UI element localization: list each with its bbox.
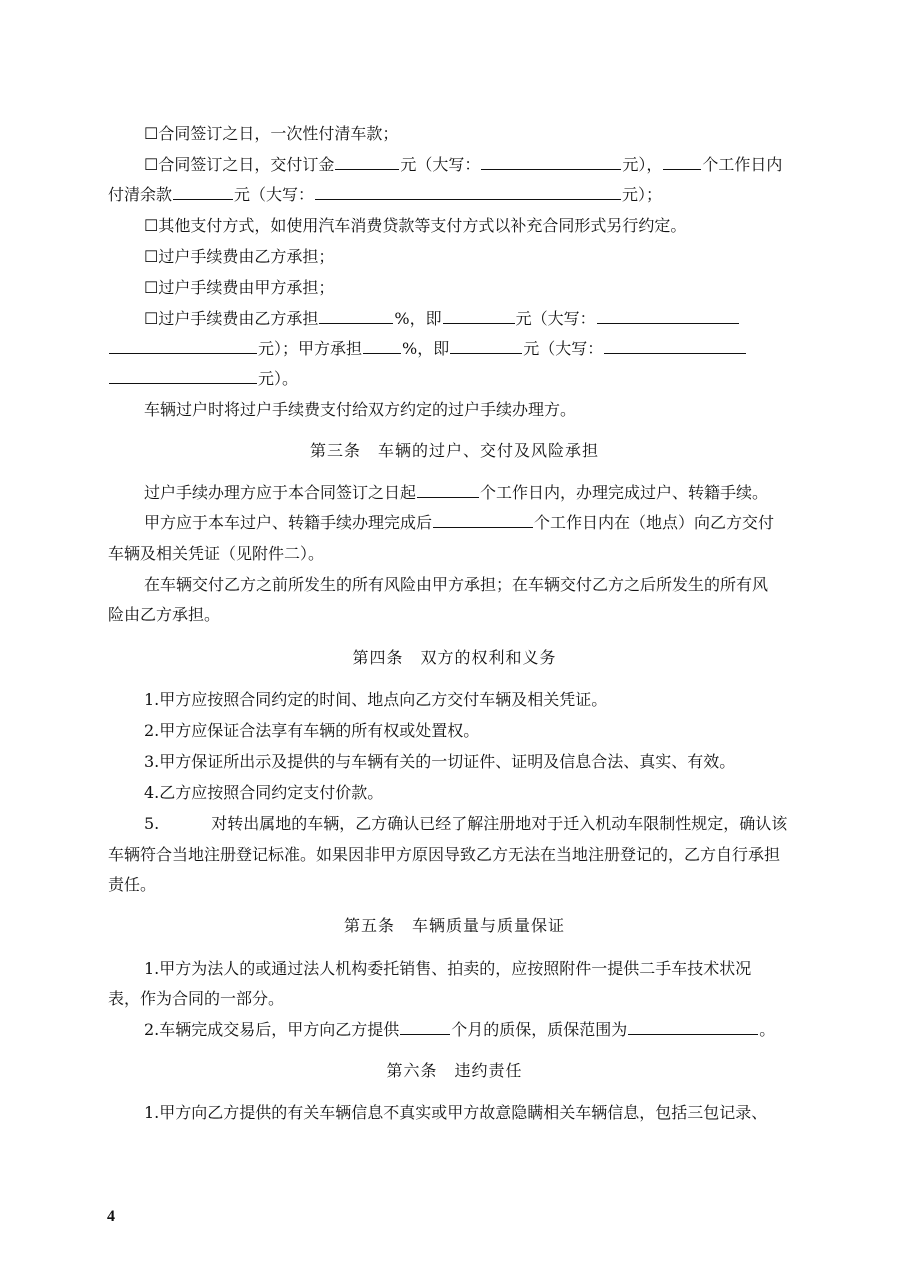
payment-option-1-text: ☐合同签订之日，一次性付清车款； [144,124,399,143]
fee-option-2-text: ☐过户手续费由甲方承担； [144,278,335,297]
article-5-item-1-cont: 表，作为合同的一部分。 [108,989,285,1008]
workdays-blank[interactable] [663,154,701,170]
article-5-title: 第五条 车辆质量与质量保证 [343,916,565,935]
deposit-close: 元）， [622,155,663,174]
delivery-docs-text: 车辆及相关凭证（见附件二）。 [108,544,325,563]
buyer-fee-capital-blank[interactable] [597,308,739,324]
balance-label: 付清余款 [108,185,173,204]
fee-option-1-text: ☐过户手续费由乙方承担； [144,247,335,266]
article-6-title: 第六条 违约责任 [386,1061,523,1080]
item-5-number: 5. [144,814,160,833]
warranty-scope-blank[interactable] [628,1019,758,1035]
fee-option-3-end [0,368,909,390]
fee-option-1 [0,246,909,268]
article-3-p2 [0,512,909,534]
risk-text-1: 在车辆交付乙方之前所发生的所有风险由甲方承担；在车辆交付乙方之后所发生的所有风 [144,575,769,594]
buyer-fee-amount-blank[interactable] [443,308,515,324]
fee-option-2 [0,277,909,299]
article-3-title: 第三条 车辆的过户、交付及风险承担 [309,441,599,460]
article-4-item-4: 4.乙方应按照合同约定支付价款。 [144,783,384,802]
article-3-p2-cont [0,543,909,565]
workdays-label: 个工作日内 [702,155,783,174]
article-3-p1 [0,482,909,504]
article-4-item-5-end: 责任。 [108,875,157,894]
payment-option-1 [0,123,909,145]
transfer-deadline-end: 个工作日内，办理完成过户、转籍手续。 [480,483,769,502]
fee-note-text: 车辆过户时将过户手续费支付给双方约定的过户手续办理方。 [144,400,577,419]
article-3-p3-cont [0,604,909,626]
article-5-item-2 [0,1019,909,1041]
transfer-days-blank[interactable] [417,482,479,498]
fee-option-3-cont [0,338,909,360]
payment-option-2-cont [0,184,909,206]
balance-amount-blank[interactable] [173,184,233,200]
delivery-label: 甲方应于本车过户、转籍手续办理完成后 [144,513,433,532]
balance-close: 元）； [622,185,663,204]
deposit-label: ☐合同签订之日，交付订金 [144,155,335,174]
payment-option-3-text: ☐其他支付方式，如使用汽车消费贷款等支付方式以补充合同形式另行约定。 [144,216,687,235]
seller-fee-amount-blank[interactable] [450,338,522,354]
balance-capital-blank[interactable] [315,184,621,200]
deposit-amount-blank[interactable] [335,154,399,170]
payment-option-3 [0,215,909,237]
buyer-percent-label: %，即 [394,309,442,328]
buyer-fee-capital-label: 元（大写： [515,309,596,328]
article-4-item-1: 1.甲方应按照合同约定的时间、地点向乙方交付车辆及相关凭证。 [144,690,608,709]
article-4-item-5-cont: 车辆符合当地注册登记标准。如果因非甲方原因导致乙方无法在当地注册登记的，乙方自行承担 [108,845,781,864]
article-6-item-1: 1.甲方向乙方提供的有关车辆信息不真实或甲方故意隐瞒相关车辆信息，包括三包记录、 [144,1103,768,1122]
transfer-deadline-label: 过户手续办理方应于本合同签订之日起 [144,483,417,502]
buyer-fee-capital-blank-cont[interactable] [109,338,257,354]
fee-close: 元）。 [258,369,299,388]
warranty-close: 。 [759,1020,776,1039]
delivery-days-blank[interactable] [433,512,533,528]
seller-fee-capital-label: 元（大写： [523,339,604,358]
balance-capital-label: 元（大写： [234,185,315,204]
article-3-p3 [0,574,909,596]
article-5-item-1: 1.甲方为法人的或通过法人机构委托销售、拍卖的，应按照附件一提供二手车技术状况 [144,959,752,978]
warranty-months-blank[interactable] [400,1019,450,1035]
warranty-label: 2.车辆完成交易后，甲方向乙方提供 [144,1020,400,1039]
payment-option-2 [0,154,909,176]
fee-split-label: ☐过户手续费由乙方承担 [144,309,319,328]
seller-percent-blank[interactable] [363,338,401,354]
seller-fee-capital-blank-cont[interactable] [109,368,257,384]
delivery-location-label: 个工作日内在（地点）向乙方交付 [534,513,775,532]
deposit-capital-blank[interactable] [481,154,621,170]
fee-option-3 [0,308,909,330]
seller-share-label: 元）；甲方承担 [258,339,363,358]
seller-percent-label: %，即 [402,339,450,358]
article-4-item-2: 2.甲方应保证合法享有车辆的所有权或处置权。 [144,721,480,740]
seller-fee-capital-blank[interactable] [604,338,746,354]
article-4-title: 第四条 双方的权利和义务 [352,648,557,667]
article-4-item-5 [0,813,909,835]
article-4-item-3: 3.甲方保证所出示及提供的与车辆有关的一切证件、证明及信息合法、真实、有效。 [144,752,736,771]
item-5-text-1: 对转出属地的车辆，乙方确认已经了解注册地对于迁入机动车限制性规定，确认该 [211,814,788,833]
fee-note [0,399,909,421]
deposit-capital-label: 元（大写： [400,155,481,174]
risk-text-2: 险由乙方承担。 [108,605,221,624]
page-number: 4 [107,1208,115,1225]
warranty-scope-label: 个月的质保，质保范围为 [451,1020,628,1039]
buyer-percent-blank[interactable] [319,308,393,324]
